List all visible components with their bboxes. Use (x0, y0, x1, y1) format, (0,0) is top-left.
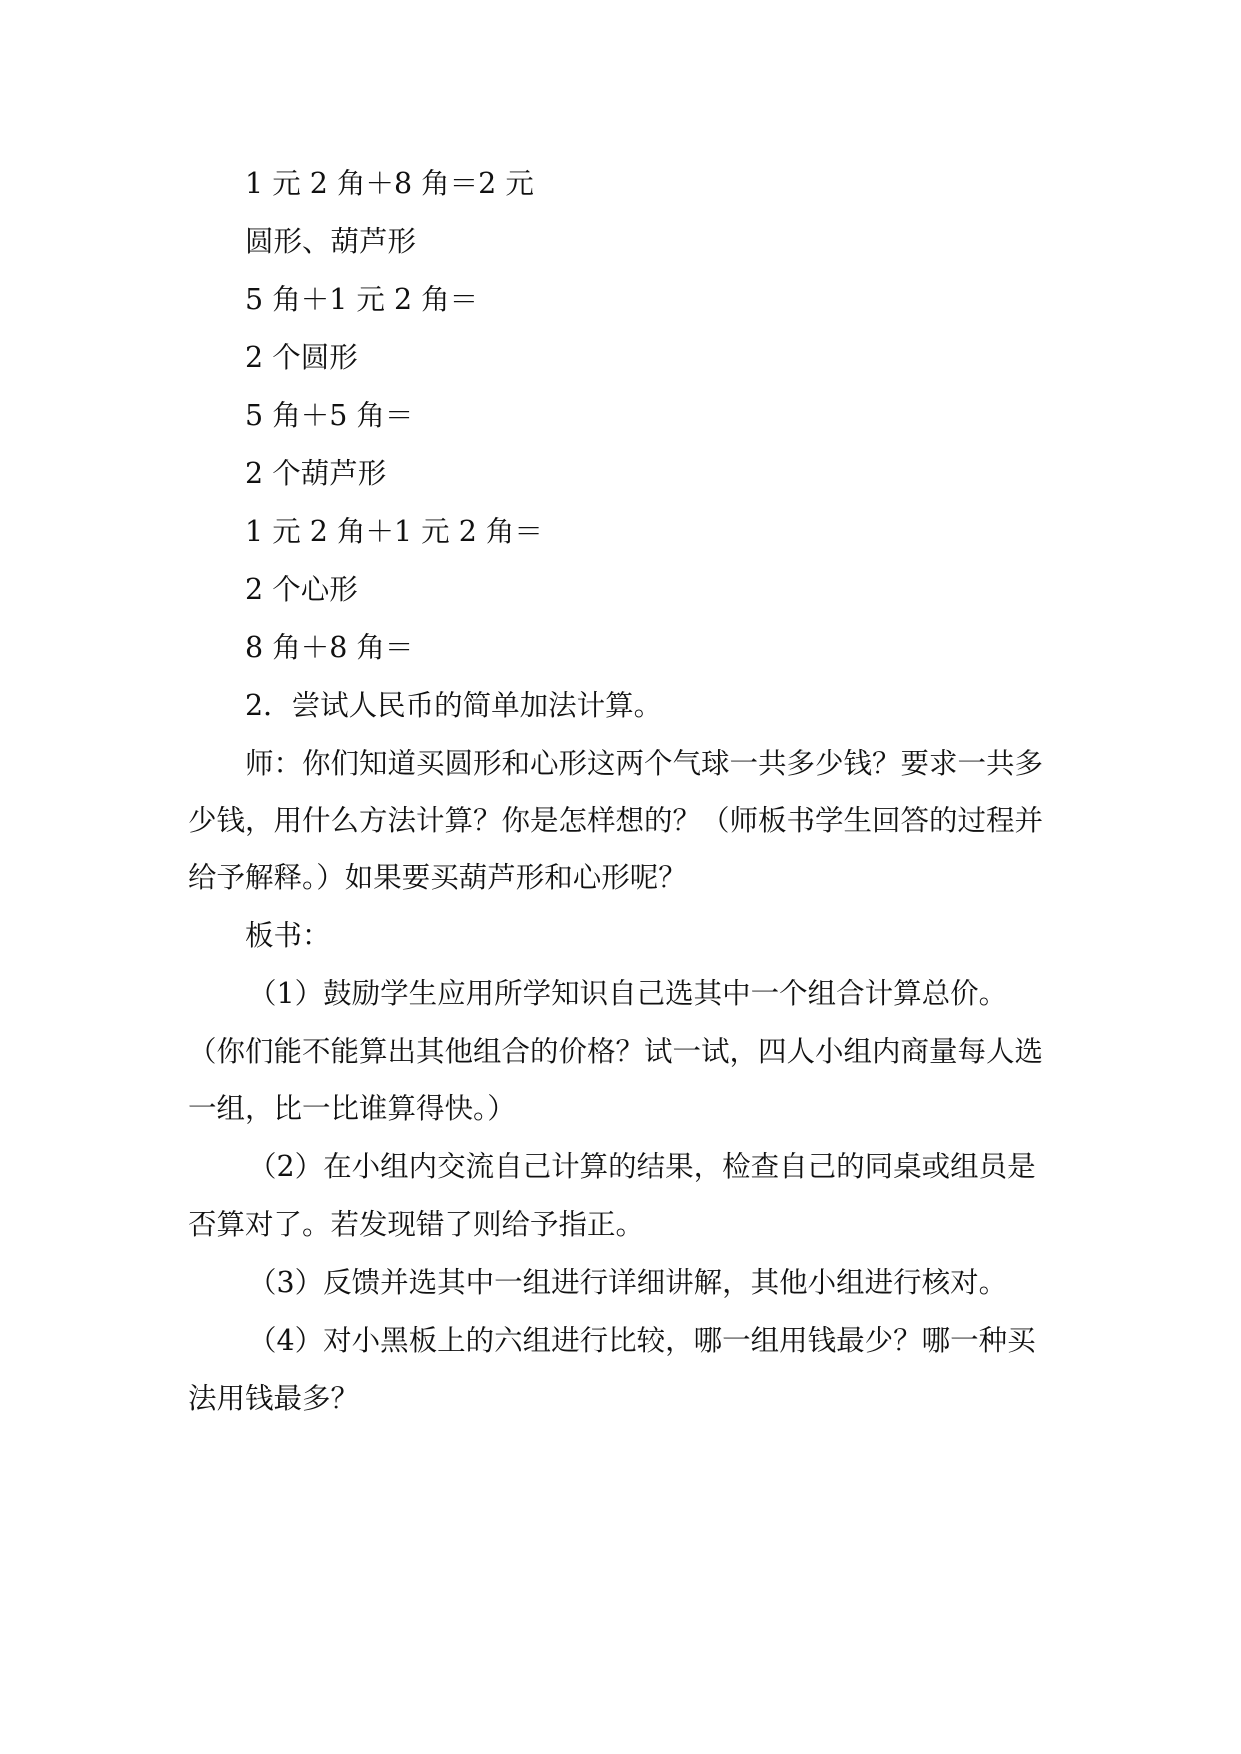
paragraph-line: 给予解释。）如果要买葫芦形和心形呢？ (188, 861, 687, 894)
step-line: （1）鼓励学生应用所学知识自己选其中一个组合计算总价。 (248, 977, 1008, 1010)
formula-line: 1 元 2 角＋8 角＝2 元 (245, 167, 534, 200)
step-line: （2）在小组内交流自己计算的结果，检查自己的同桌或组员是 (248, 1150, 1036, 1183)
step-line: （3）反馈并选其中一组进行详细讲解，其他小组进行核对。 (248, 1266, 1008, 1299)
board-label: 板书： (245, 919, 331, 952)
step-line: （4）对小黑板上的六组进行比较，哪一组用钱最少？哪一种买 (248, 1324, 1036, 1357)
formula-line: 1 元 2 角＋1 元 2 角＝ (245, 515, 543, 548)
formula-line: 5 角＋1 元 2 角＝ (245, 283, 479, 316)
shape-line: 2 个圆形 (245, 341, 358, 374)
formula-line: 5 角＋5 角＝ (245, 399, 414, 432)
paragraph-line: 师：你们知道买圆形和心形这两个气球一共多少钱？要求一共多 (245, 747, 1044, 780)
shape-line: 2 个葫芦形 (245, 457, 387, 490)
formula-line: 8 角＋8 角＝ (245, 631, 414, 664)
step-line: （你们能不能算出其他组合的价格？试一试，四人小组内商量每人选 (188, 1035, 1044, 1068)
shape-line: 2 个心形 (245, 573, 358, 606)
step-line: 法用钱最多？ (188, 1382, 360, 1415)
section-heading: 2．尝试人民币的简单加法计算。 (245, 689, 663, 722)
shape-line: 圆形、葫芦形 (245, 225, 417, 258)
paragraph-line: 少钱，用什么方法计算？你是怎样想的？（师板书学生回答的过程并 (188, 804, 1044, 837)
step-line: 否算对了。若发现错了则给予指正。 (188, 1208, 645, 1241)
step-line: 一组，比一比谁算得快。） (188, 1092, 516, 1125)
